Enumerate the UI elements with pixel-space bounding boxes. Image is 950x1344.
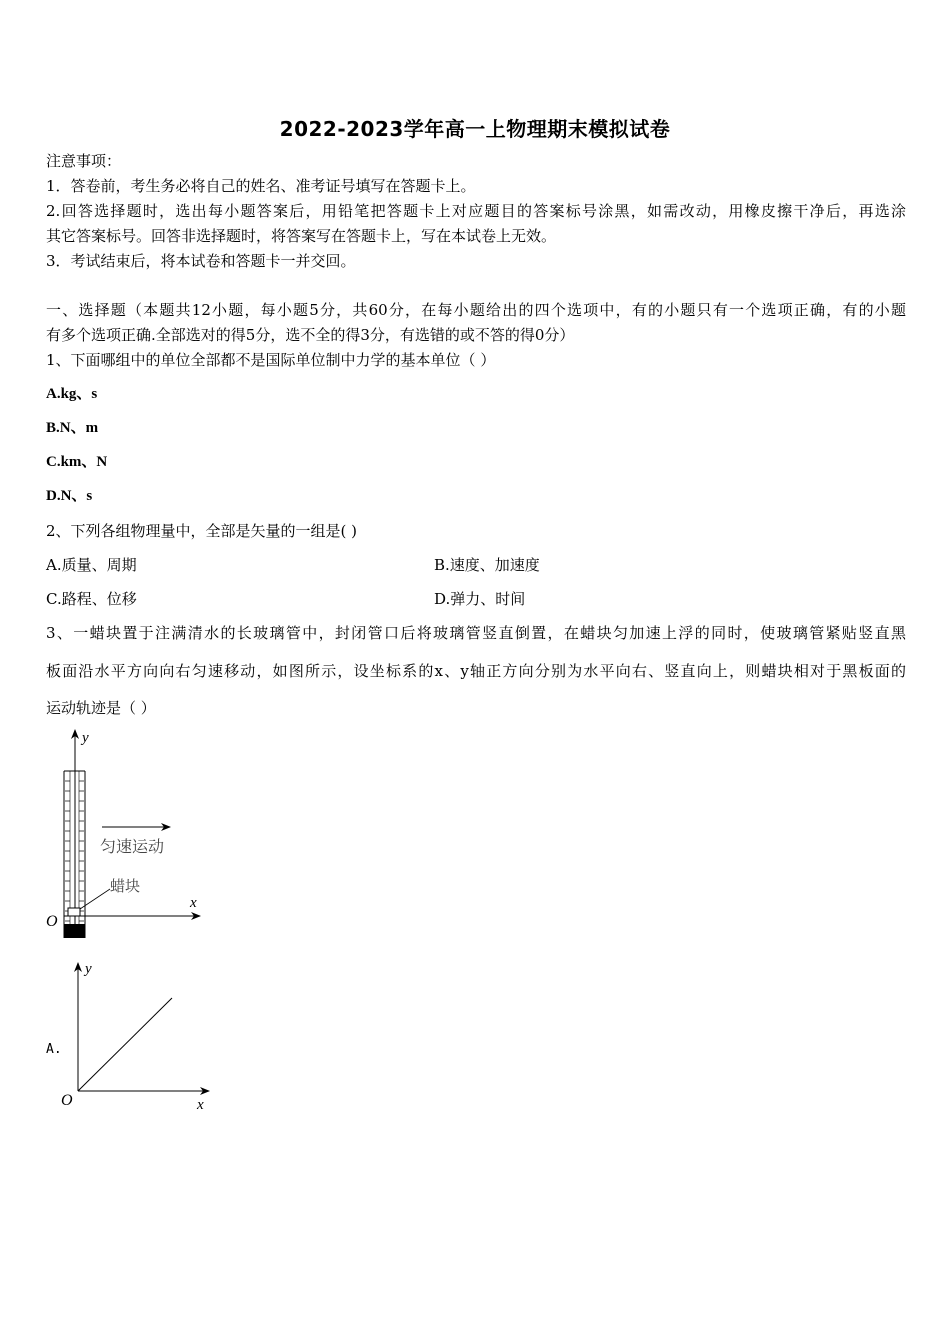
origin-label: O: [46, 913, 58, 930]
section-heading-line-1: 一、选择题（本题共12小题，每小题5分，共60分，在每小题给出的四个选项中，有的小题只有一个选项正确，有的小题: [46, 301, 906, 319]
notice-item-2-line-2: 其它答案标号。回答非选择题时，将答案写在答题卡上，写在本试卷上无效。: [46, 227, 557, 245]
notice-heading: 注意事项：: [46, 152, 122, 170]
notice-item-3: 3．考试结束后，将本试卷和答题卡一并交回。: [46, 252, 356, 270]
question-2-option-a: A.质量、周期: [46, 556, 137, 574]
notice-item-2-line-1: 2.回答选择题时，选出每小题答案后，用铅笔把答题卡上对应题目的答案标号涂黑，如需改动，用橡皮擦干净后，再选涂: [46, 202, 906, 220]
question-1-option-a: A.kg、s: [46, 386, 98, 402]
question-2-stem: 2、下列各组物理量中，全部是矢量的一组是( ): [46, 522, 358, 540]
block-label: 蜡块: [110, 877, 141, 895]
option-a-x-label: x: [197, 1097, 204, 1113]
question-2-option-d: D.弹力、时间: [434, 590, 526, 608]
y-axis-label: y: [82, 730, 89, 746]
question-2-option-b: B.速度、加速度: [434, 556, 540, 574]
option-a-y-label: y: [85, 961, 92, 977]
wax-block: [68, 908, 80, 916]
option-a-graph: [55, 955, 220, 1115]
question-3-stem-line-3: 运动轨迹是（ ）: [46, 699, 156, 717]
section-heading-line-2: 有多个选项正确.全部选对的得5分，选不全的得3分，有选错的或不答的得0分）: [46, 326, 575, 344]
motion-label: 匀速运动: [100, 837, 165, 856]
question-3-stem-line-2: 板面沿水平方向向右匀速移动，如图所示，设坐标系的x、y轴正方向分别为水平向右、竖直向上，则蜡块相对于黑板面的: [46, 662, 906, 680]
question-3-stem-line-1: 3、一蜡块置于注满清水的长玻璃管中，封闭管口后将玻璃管竖直倒置，在蜡块匀加速上浮的同时，使玻璃管紧贴竖直黑: [46, 624, 906, 642]
question-3-option-a-label: A.: [46, 1042, 62, 1057]
option-a-trajectory: [78, 998, 172, 1091]
question-1-stem: 1、下面哪组中的单位全部都不是国际单位制中力学的基本单位（ ）: [46, 351, 496, 369]
option-a-origin-label: O: [61, 1092, 73, 1109]
question-1-option-b: B.N、m: [46, 420, 99, 436]
tube-figure: [40, 726, 220, 946]
question-2-option-c: C.路程、位移: [46, 590, 137, 608]
page-title: 2022-2023学年高一上物理期末模拟试卷: [279, 117, 671, 141]
notice-item-1: 1．答卷前，考生务必将自己的姓名、准考证号填写在答题卡上。: [46, 177, 476, 195]
x-axis-label: x: [190, 895, 197, 911]
question-1-option-d: D.N、s: [46, 488, 93, 504]
question-1-option-c: C.km、N: [46, 454, 108, 470]
